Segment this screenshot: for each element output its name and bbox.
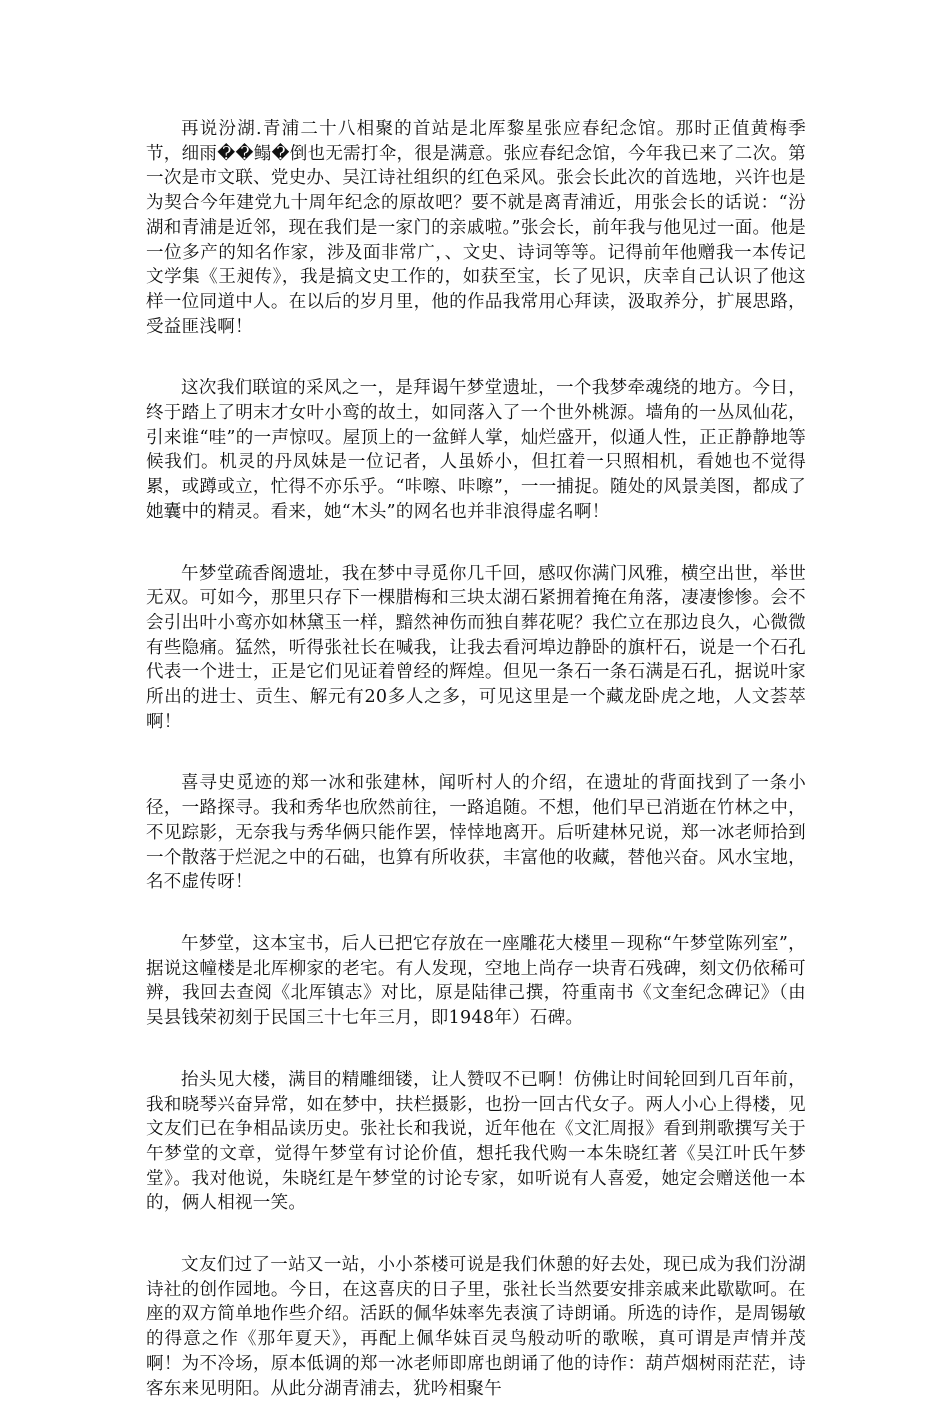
paragraph-1: 再说汾湖.青浦二十八相聚的首站是北厍黎星张应春纪念馆。那时正值黄梅季节，细雨��鳎�倒也无需打伞，很是满意。张应春纪念馆，今年我已来了二次。第一次是市文联、党史办、吴江诗社组织的红色采风。张会长此次的首选地，兴许也是为契合今年建党九十周年纪念的原故吧？要不就是离青浦近，用张会长的话说：“汾湖和青浦是近邻，现在我们是一家门的亲戚啦。”张会长，前年我与他见过一面。他是一位多产的知名作家，涉及面非常广，、文史、诗词等等。记得前年他赠我一本传记文学集《王昶传》，我是搞文史工作的，如获至宝，长了见识，庆幸自己认识了他这样一位同道中人。在以后的岁月里，他的作品我常用心拜读，汲取养分，扩展思路，受益匪浅啊！ — [146, 119, 806, 337]
paragraph-5: 午梦堂，这本宝书，后人已把它存放在一座雕花大楼里－现称“午梦堂陈列室”，据说这幢楼是北厍柳家的老宅。有人发现，空地上尚存一块青石残碑，刻文仍依稀可辨，我回去查阅《北厍镇志》对比，原是陆律己撰，符重南书《文奎纪念碑记》（由吴县钱荣初刻于民国三十七年三月，即1948年）石碑。 — [146, 933, 806, 1029]
paragraph-6: 抬头见大楼，满目的精雕细镂，让人赞叹不已啊！仿佛让时间轮回到几百年前，我和晓琴兴奋异常，如在梦中，扶栏摄影，也扮一回古代女子。两人小心上得楼，见文友们已在争相品读历史。张社长和我说，近年他在《文汇周报》看到荆歌撰写关于午梦堂的文章，觉得午梦堂有讨论价值，想托我代购一本朱晓红著《吴江叶氏午梦堂》。我对他说，朱晓红是午梦堂的讨论专家，如听说有人喜爱，她定会赠送他一本的，俩人相视一笑。 — [146, 1069, 806, 1214]
paragraph-3: 午梦堂疏香阁遗址，我在梦中寻觅你几千回，感叹你满门风雅，横空出世，举世无双。可如今，那里只存下一棵腊梅和三块太湖石紧拥着掩在角落，凄凄惨惨。会不会引出叶小鸾亦如林黛玉一样，黯然神伤而独自葬花呢？我伫立在那边良久，心微微有些隐痛。猛然，听得张社长在喊我，让我去看河埠边静卧的旗杆石，说是一个石孔代表一个进士，正是它们见证着曾经的辉煌。但见一条石一条石满是石孔，据说叶家所出的进士、贡生、解元有20多人之多，可见这里是一个藏龙卧虎之地，人文荟萃啊！ — [146, 563, 806, 732]
paragraph-7: 文友们过了一站又一站，小小茶楼可说是我们休憩的好去处，现已成为我们汾湖诗社的创作园地。今日，在这喜庆的日子里，张社长当然要安排亲戚来此歇歇呵。在座的双方简单地作些介绍。活跃的佩华妹率先表演了诗朗诵。所选的诗作，是周锡敏的得意之作《那年夏天》，再配上佩华妹百灵鸟般动听的歌喉，真可谓是声情并茂啊！为不冷场，原本低调的郑一冰老师即席也朗诵了他的诗作：葫芦烟树雨茫茫，诗客东来见明阳。从此分湖青浦去，犹吟相聚午 — [146, 1255, 806, 1399]
article-body — [146, 117, 806, 1401]
paragraph-2: 这次我们联谊的采风之一，是拜谒午梦堂遗址，一个我梦牵魂绕的地方。今日，终于踏上了明末才女叶小鸾的故土，如同落入了一个世外桃源。墙角的一丛凤仙花，引来谁“哇”的一声惊叹。屋顶上的一盆鲜人掌，灿烂盛开，似通人性，正正静静地等候我们。机灵的丹凤妹是一位记者，人虽娇小，但扛着一只照相机，看她也不觉得累，或蹲或立，忙得不亦乐乎。“咔嚓、咔嚓”，一一捕捉。随处的风景美图，都成了她囊中的精灵。看来，她“木头”的网名也并非浪得虚名啊！ — [146, 378, 806, 522]
paragraph-4: 喜寻史觅迹的郑一冰和张建林，闻听村人的介绍，在遗址的背面找到了一条小径，一路探寻。我和秀华也欣然前往，一路追随。不想，他们早已消逝在竹林之中，不见踪影，无奈我与秀华俩只能作罢，悻悻地离开。后听建林兄说，郑一冰老师拾到一个散落于烂泥之中的石础，也算有所收获，丰富他的收藏，替他兴奋。风水宝地，名不虚传呀！ — [146, 773, 806, 893]
